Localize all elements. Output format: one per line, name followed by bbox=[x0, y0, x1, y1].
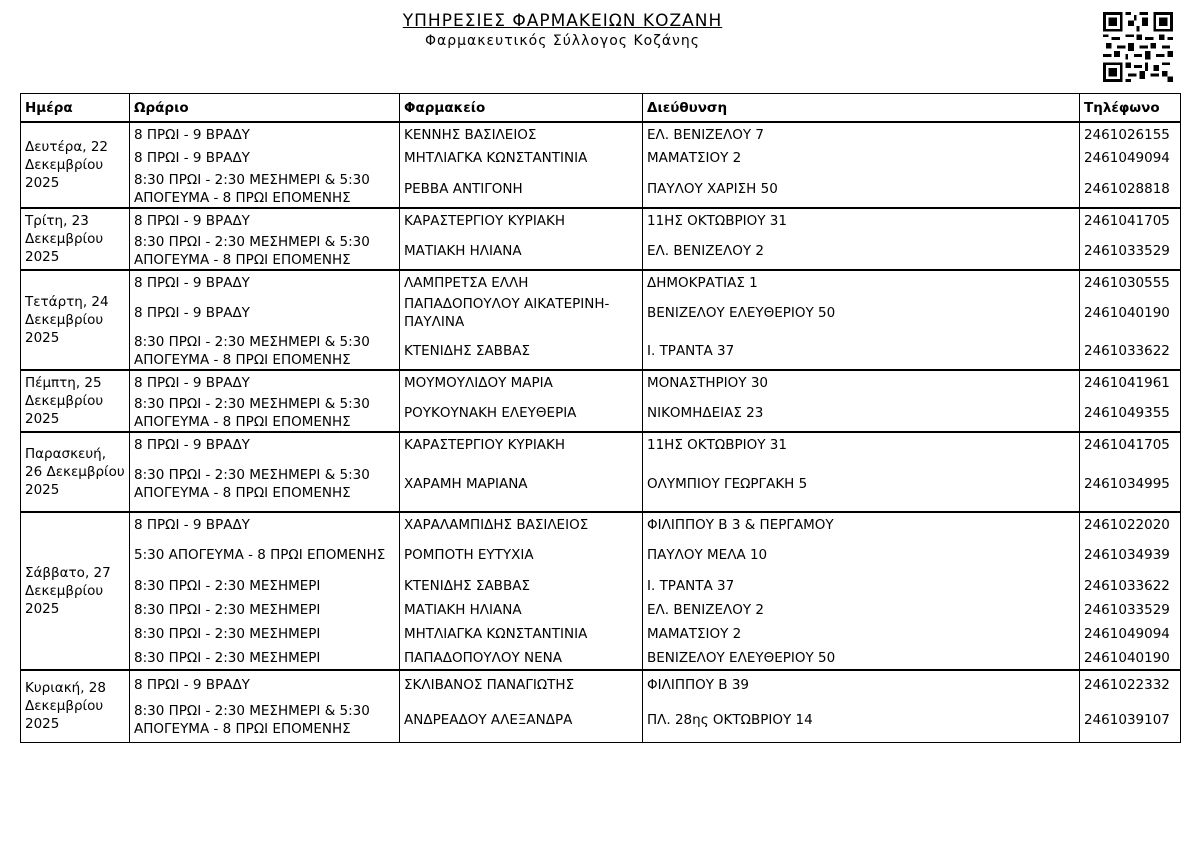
address-cell: ΠΛ. 28ης ΟΚΤΩΒΡΙΟΥ 14 bbox=[643, 698, 1080, 742]
hours-cell: 8 ΠΡΩΙ - 9 ΒΡΑΔΥ bbox=[130, 294, 400, 332]
hours-cell: 8:30 ΠΡΩΙ - 2:30 ΜΕΣΗΜΕΡΙ & 5:30 ΑΠΟΓΕΥΜΑ - 8 ΠΡΩΙ ΕΠΟΜΕΝΗΣ bbox=[130, 332, 400, 370]
day-cell: Πέμπτη, 25 Δεκεμβρίου 2025 bbox=[21, 370, 130, 432]
table-row bbox=[21, 370, 1181, 394]
column-header-pharmacy: Φαρμακείο bbox=[400, 94, 643, 123]
phone-cell: 2461040190 bbox=[1080, 294, 1181, 332]
table-row bbox=[21, 146, 1181, 170]
hours-cell: 8 ΠΡΩΙ - 9 ΒΡΑΔΥ bbox=[130, 670, 400, 698]
hours-cell: 8:30 ΠΡΩΙ - 2:30 ΜΕΣΗΜΕΡΙ bbox=[130, 598, 400, 622]
pharmacy-cell: ΜΗΤΛΙΑΓΚΑ ΚΩΝΣΤΑΝΤΙΝΙΑ bbox=[400, 146, 643, 170]
phone-cell: 2461041705 bbox=[1080, 208, 1181, 232]
hours-cell: 8 ΠΡΩΙ - 9 ΒΡΑΔΥ bbox=[130, 270, 400, 294]
page-subtitle: Φαρμακευτικός Σύλλογος Κοζάνης bbox=[425, 33, 700, 49]
hours-cell: 8:30 ΠΡΩΙ - 2:30 ΜΕΣΗΜΕΡΙ & 5:30 ΑΠΟΓΕΥΜΑ - 8 ΠΡΩΙ ΕΠΟΜΕΝΗΣ bbox=[130, 456, 400, 512]
document-header bbox=[300, 10, 825, 50]
phone-cell: 2461034939 bbox=[1080, 536, 1181, 574]
table-row bbox=[21, 432, 1181, 456]
address-cell: ΠΑΥΛΟΥ ΧΑΡΙΣΗ 50 bbox=[643, 170, 1080, 208]
pharmacy-cell: ΚΤΕΝΙΔΗΣ ΣΑΒΒΑΣ bbox=[400, 332, 643, 370]
table-header-row bbox=[21, 94, 1181, 123]
table-row bbox=[21, 394, 1181, 432]
address-cell: 11ΗΣ ΟΚΤΩΒΡΙΟΥ 31 bbox=[643, 432, 1080, 456]
hours-cell: 8:30 ΠΡΩΙ - 2:30 ΜΕΣΗΜΕΡΙ & 5:30 ΑΠΟΓΕΥΜΑ - 8 ΠΡΩΙ ΕΠΟΜΕΝΗΣ bbox=[130, 170, 400, 208]
day-cell: Παρασκευή, 26 Δεκεμβρίου 2025 bbox=[21, 432, 130, 512]
day-cell: Δευτέρα, 22 Δεκεμβρίου 2025 bbox=[21, 122, 130, 208]
day-cell: Κυριακή, 28 Δεκεμβρίου 2025 bbox=[21, 670, 130, 742]
table-row bbox=[21, 622, 1181, 646]
address-cell: ΦΙΛΙΠΠΟΥ Β 3 & ΠΕΡΓΑΜΟΥ bbox=[643, 512, 1080, 536]
hours-cell: 8 ΠΡΩΙ - 9 ΒΡΑΔΥ bbox=[130, 432, 400, 456]
pharmacy-cell: ΜΟΥΜΟΥΛΙΔΟΥ ΜΑΡΙΑ bbox=[400, 370, 643, 394]
table-row bbox=[21, 598, 1181, 622]
address-cell: 11ΗΣ ΟΚΤΩΒΡΙΟΥ 31 bbox=[643, 208, 1080, 232]
phone-cell: 2461039107 bbox=[1080, 698, 1181, 742]
pharmacy-cell: ΧΑΡΑΛΑΜΠΙΔΗΣ ΒΑΣΙΛΕΙΟΣ bbox=[400, 512, 643, 536]
day-cell: Σάββατο, 27 Δεκεμβρίου 2025 bbox=[21, 512, 130, 670]
phone-cell: 2461026155 bbox=[1080, 122, 1181, 146]
table-row bbox=[21, 536, 1181, 574]
phone-cell: 2461049094 bbox=[1080, 622, 1181, 646]
pharmacy-cell: ΜΗΤΛΙΑΓΚΑ ΚΩΝΣΤΑΝΤΙΝΙΑ bbox=[400, 622, 643, 646]
pharmacy-cell: ΜΑΤΙΑΚΗ ΗΛΙΑΝΑ bbox=[400, 598, 643, 622]
phone-cell: 2461033529 bbox=[1080, 598, 1181, 622]
phone-cell: 2461041705 bbox=[1080, 432, 1181, 456]
phone-cell: 2461049094 bbox=[1080, 146, 1181, 170]
hours-cell: 8 ΠΡΩΙ - 9 ΒΡΑΔΥ bbox=[130, 208, 400, 232]
phone-cell: 2461028818 bbox=[1080, 170, 1181, 208]
phone-cell: 2461033529 bbox=[1080, 232, 1181, 270]
pharmacy-cell: ΜΑΤΙΑΚΗ ΗΛΙΑΝΑ bbox=[400, 232, 643, 270]
address-cell: Ι. ΤΡΑΝΤΑ 37 bbox=[643, 574, 1080, 598]
address-cell: ΕΛ. ΒΕΝΙΖΕΛΟΥ 2 bbox=[643, 598, 1080, 622]
address-cell: ΒΕΝΙΖΕΛΟΥ ΕΛΕΥΘΕΡΙΟΥ 50 bbox=[643, 646, 1080, 670]
table-row bbox=[21, 332, 1181, 370]
column-header-phone: Τηλέφωνο bbox=[1080, 94, 1181, 123]
pharmacy-cell: ΡΟΥΚΟΥΝΑΚΗ ΕΛΕΥΘΕΡΙΑ bbox=[400, 394, 643, 432]
table-row bbox=[21, 170, 1181, 208]
phone-cell: 2461040190 bbox=[1080, 646, 1181, 670]
pharmacy-cell: ΠΑΠΑΔΟΠΟΥΛΟΥ ΝΕΝΑ bbox=[400, 646, 643, 670]
pharmacy-cell: ΚΑΡΑΣΤΕΡΓΙΟΥ ΚΥΡΙΑΚΗ bbox=[400, 208, 643, 232]
hours-cell: 8 ΠΡΩΙ - 9 ΒΡΑΔΥ bbox=[130, 512, 400, 536]
hours-cell: 8 ΠΡΩΙ - 9 ΒΡΑΔΥ bbox=[130, 122, 400, 146]
pharmacy-schedule-table bbox=[20, 93, 1181, 743]
address-cell: ΒΕΝΙΖΕΛΟΥ ΕΛΕΥΘΕΡΙΟΥ 50 bbox=[643, 294, 1080, 332]
table-row bbox=[21, 294, 1181, 332]
phone-cell: 2461033622 bbox=[1080, 332, 1181, 370]
pharmacy-cell: ΠΑΠΑΔΟΠΟΥΛΟΥ ΑΙΚΑΤΕΡΙΝΗ-ΠΑΥΛΙΝΑ bbox=[400, 294, 643, 332]
day-cell: Τετάρτη, 24 Δεκεμβρίου 2025 bbox=[21, 270, 130, 370]
table-row bbox=[21, 670, 1181, 698]
table-row bbox=[21, 122, 1181, 146]
phone-cell: 2461049355 bbox=[1080, 394, 1181, 432]
table-row bbox=[21, 574, 1181, 598]
column-header-address: Διεύθυνση bbox=[643, 94, 1080, 123]
pharmacy-cell: ΑΝΔΡΕΑΔΟΥ ΑΛΕΞΑΝΔΡΑ bbox=[400, 698, 643, 742]
address-cell: ΦΙΛΙΠΠΟΥ Β 39 bbox=[643, 670, 1080, 698]
address-cell: ΠΑΥΛΟΥ ΜΕΛΑ 10 bbox=[643, 536, 1080, 574]
pharmacy-cell: ΚΤΕΝΙΔΗΣ ΣΑΒΒΑΣ bbox=[400, 574, 643, 598]
pharmacy-cell: ΛΑΜΠΡΕΤΣΑ ΕΛΛΗ bbox=[400, 270, 643, 294]
table-row bbox=[21, 698, 1181, 742]
address-cell: ΔΗΜΟΚΡΑΤΙΑΣ 1 bbox=[643, 270, 1080, 294]
hours-cell: 8:30 ΠΡΩΙ - 2:30 ΜΕΣΗΜΕΡΙ bbox=[130, 574, 400, 598]
page-title: ΥΠΗΡΕΣΙΕΣ ΦΑΡΜΑΚΕΙΩΝ ΚΟΖΑΝΗ bbox=[402, 11, 723, 31]
address-cell: ΕΛ. ΒΕΝΙΖΕΛΟΥ 7 bbox=[643, 122, 1080, 146]
hours-cell: 8 ΠΡΩΙ - 9 ΒΡΑΔΥ bbox=[130, 370, 400, 394]
pharmacy-cell: ΡΟΜΠΟΤΗ ΕΥΤΥΧΙΑ bbox=[400, 536, 643, 574]
hours-cell: 8:30 ΠΡΩΙ - 2:30 ΜΕΣΗΜΕΡΙ bbox=[130, 622, 400, 646]
hours-cell: 8 ΠΡΩΙ - 9 ΒΡΑΔΥ bbox=[130, 146, 400, 170]
table-row bbox=[21, 232, 1181, 270]
pharmacy-cell: ΚΑΡΑΣΤΕΡΓΙΟΥ ΚΥΡΙΑΚΗ bbox=[400, 432, 643, 456]
hours-cell: 8:30 ΠΡΩΙ - 2:30 ΜΕΣΗΜΕΡΙ & 5:30 ΑΠΟΓΕΥΜΑ - 8 ΠΡΩΙ ΕΠΟΜΕΝΗΣ bbox=[130, 698, 400, 742]
phone-cell: 2461041961 bbox=[1080, 370, 1181, 394]
phone-cell: 2461034995 bbox=[1080, 456, 1181, 512]
table-row bbox=[21, 512, 1181, 536]
phone-cell: 2461022332 bbox=[1080, 670, 1181, 698]
pharmacy-cell: ΧΑΡΑΜΗ ΜΑΡΙΑΝΑ bbox=[400, 456, 643, 512]
address-cell: ΜΑΜΑΤΣΙΟΥ 2 bbox=[643, 622, 1080, 646]
hours-cell: 5:30 ΑΠΟΓΕΥΜΑ - 8 ΠΡΩΙ ΕΠΟΜΕΝΗΣ bbox=[130, 536, 400, 574]
day-cell: Τρίτη, 23 Δεκεμβρίου 2025 bbox=[21, 208, 130, 270]
hours-cell: 8:30 ΠΡΩΙ - 2:30 ΜΕΣΗΜΕΡΙ bbox=[130, 646, 400, 670]
pharmacy-cell: ΣΚΛΙΒΑΝΟΣ ΠΑΝΑΓΙΩΤΗΣ bbox=[400, 670, 643, 698]
hours-cell: 8:30 ΠΡΩΙ - 2:30 ΜΕΣΗΜΕΡΙ & 5:30 ΑΠΟΓΕΥΜΑ - 8 ΠΡΩΙ ΕΠΟΜΕΝΗΣ bbox=[130, 232, 400, 270]
address-cell: ΕΛ. ΒΕΝΙΖΕΛΟΥ 2 bbox=[643, 232, 1080, 270]
pharmacy-cell: ΡΕΒΒΑ ΑΝΤΙΓΟΝΗ bbox=[400, 170, 643, 208]
table-row bbox=[21, 270, 1181, 294]
table-row bbox=[21, 646, 1181, 670]
address-cell: ΜΟΝΑΣΤΗΡΙΟΥ 30 bbox=[643, 370, 1080, 394]
hours-cell: 8:30 ΠΡΩΙ - 2:30 ΜΕΣΗΜΕΡΙ & 5:30 ΑΠΟΓΕΥΜΑ - 8 ΠΡΩΙ ΕΠΟΜΕΝΗΣ bbox=[130, 394, 400, 432]
pharmacy-cell: ΚΕΝΝΗΣ ΒΑΣΙΛΕΙΟΣ bbox=[400, 122, 643, 146]
address-cell: ΟΛΥΜΠΙΟΥ ΓΕΩΡΓΑΚΗ 5 bbox=[643, 456, 1080, 512]
column-header-day: Ημέρα bbox=[21, 94, 130, 123]
address-cell: ΝΙΚΟΜΗΔΕΙΑΣ 23 bbox=[643, 394, 1080, 432]
table-row bbox=[21, 208, 1181, 232]
address-cell: ΜΑΜΑΤΣΙΟΥ 2 bbox=[643, 146, 1080, 170]
column-header-hours: Ωράριο bbox=[130, 94, 400, 123]
qr-code-icon bbox=[1103, 12, 1173, 82]
phone-cell: 2461022020 bbox=[1080, 512, 1181, 536]
phone-cell: 2461033622 bbox=[1080, 574, 1181, 598]
table-row bbox=[21, 456, 1181, 512]
address-cell: Ι. ΤΡΑΝΤΑ 37 bbox=[643, 332, 1080, 370]
phone-cell: 2461030555 bbox=[1080, 270, 1181, 294]
